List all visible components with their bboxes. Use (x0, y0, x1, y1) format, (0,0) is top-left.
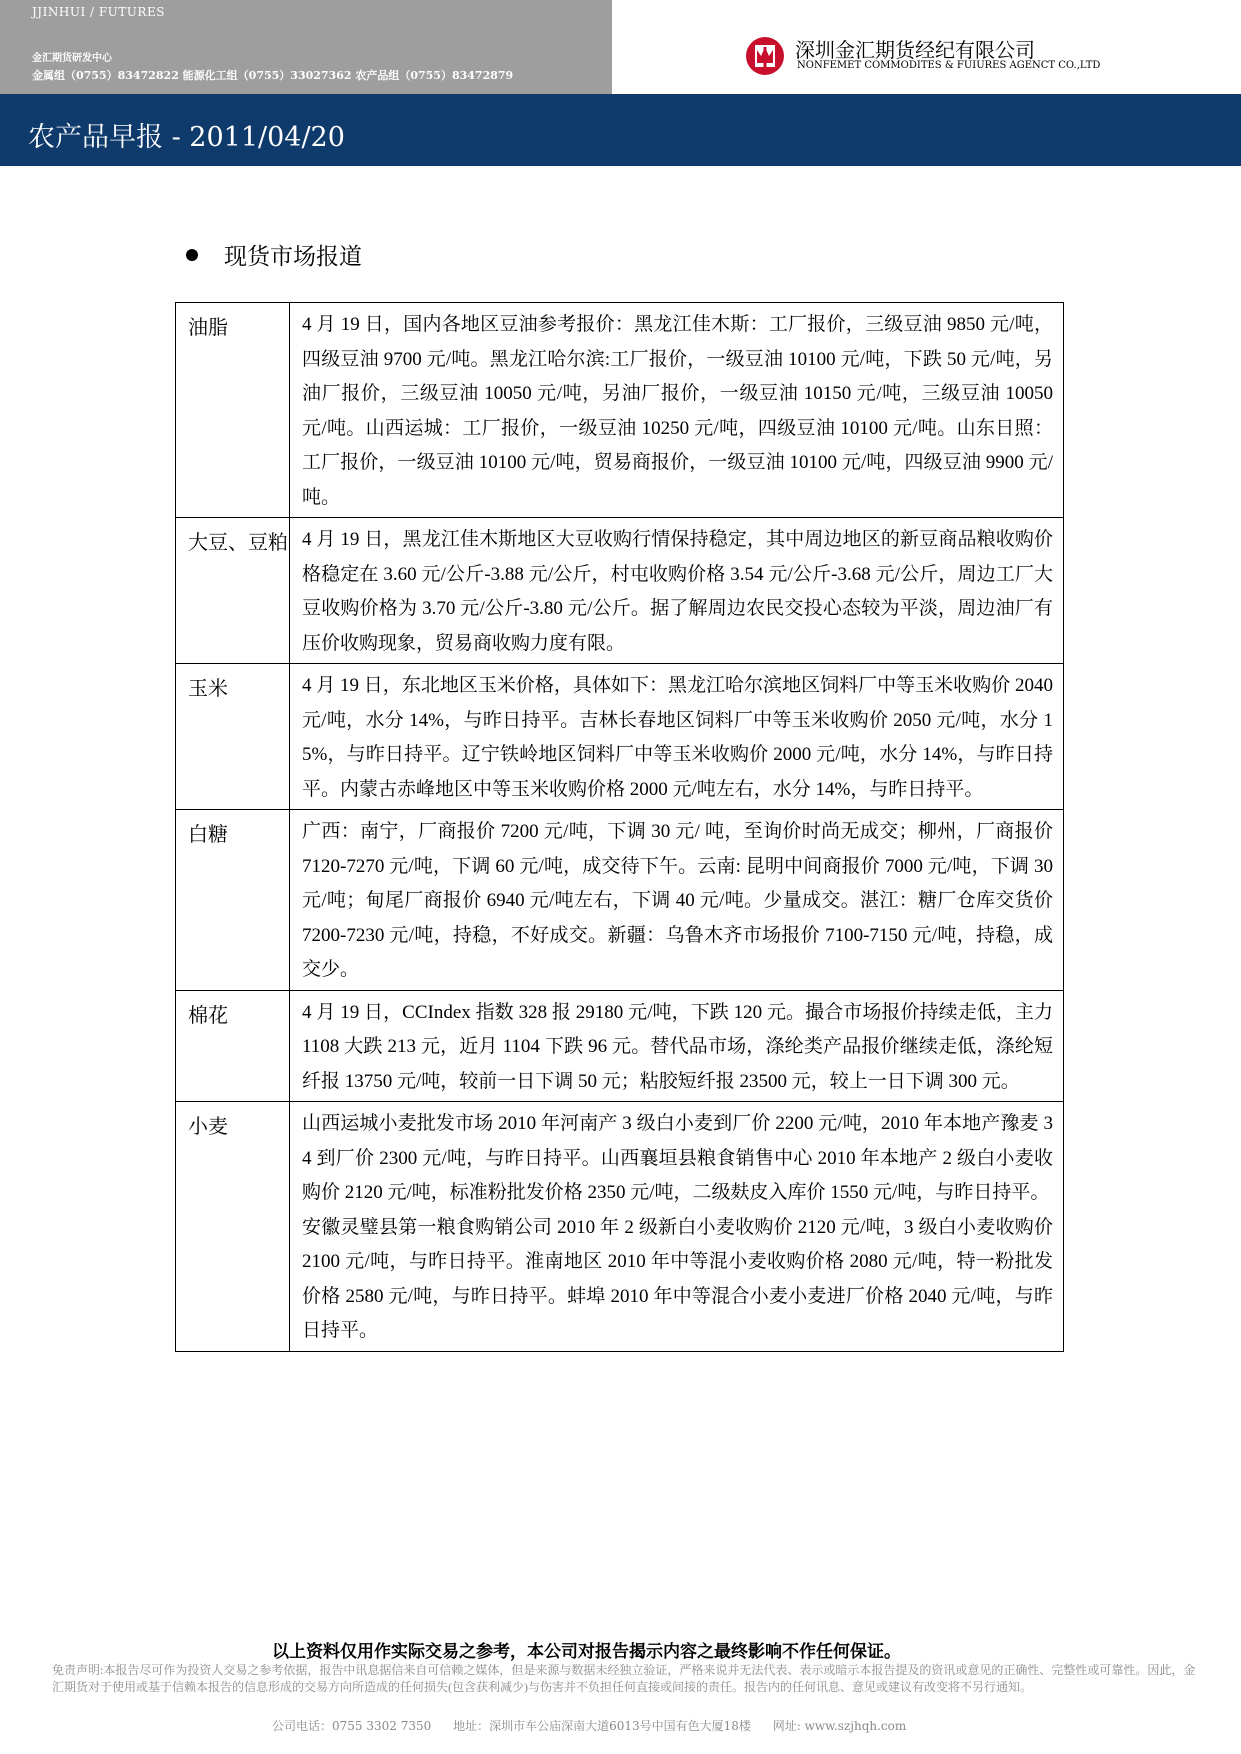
report-paragraph: 4 月 19 日，CCIndex 指数 328 报 29180 元/吨，下跌 120 元。撮合市场报价持续走低，主力 1108 大跌 213 元，近月 1104 下跌 96 元。替代品市场，涤纶类产品报价继续走低，涤纶短纤报 13750 元/吨，较前一日下调 50 元；粘胶短纤报 23500 元，较上一日下调 300 元。 (302, 1001, 1053, 1092)
company-logo-icon (745, 36, 785, 76)
category-cell: 白糖 (176, 810, 290, 991)
report-paragraph: 广西：南宁，厂商报价 7200 元/吨，下调 30 元/ 吨，至询价时尚无成交；柳州，厂商报价 7120-7270 元/吨，下调 60 元/吨，成交待下午。云南: 昆明中间商报价 7000 元/吨，下调 30 元/吨；甸尾厂商报价 6940 元/吨左右，下调 40 元/吨。少量成交。湛江：糖厂仓库交货价 7200-7230 元/吨，持稳，不好成交。新疆：乌鲁木齐市场报价 7100-7150 元/吨，持稳，成交少。 (302, 821, 1053, 980)
section-heading (186, 238, 362, 271)
footer-address: 地址：深圳市车公庙深南大道6013号中国有色大厦18楼 (453, 1719, 751, 1733)
brand-label: JJINHUI / FUTURES (32, 5, 165, 19)
report-cell (290, 518, 1064, 664)
title-bar (0, 94, 1241, 166)
report-cell (290, 1102, 1064, 1352)
footer-website[interactable]: 网址: www.szjhqh.com (772, 1719, 907, 1733)
table-row (176, 664, 1064, 810)
report-paragraph: 4 月 19 日，国内各地区豆油参考报价：黑龙江佳木斯：工厂报价，三级豆油 9850 元/吨，四级豆油 9700 元/吨。黑龙江哈尔滨:工厂报价，一级豆油 10100 元/吨，下跌 50 元/吨，另油厂报价，三级豆油 10050 元/吨，另油厂报价，一级豆油 10150 元/吨，三级豆油 10050 元/吨。山西运城：工厂报价，一级豆油 10250 元/吨，四级豆油 10100 元/吨。山东日照：工厂报价，一级豆油 10100 元/吨，贸易商报价，一级豆油 10100 元/吨，四级豆油 9900 元/吨。 (302, 314, 1053, 508)
table-row (176, 990, 1064, 1102)
disclaimer-text: 免责声明:本报告尽可作为投资人交易之参考依据，报告中讯息据信来自可信赖之媒体，但是来源与数据未经独立验证，严格来说并无法代表、表示或暗示本报告提及的资讯或意见的正确性、完整性或可靠性。因此，金汇期货对于使用或基于信赖本报告的信息形成的交易方向所造成的任何损失(包含获利减少)与伤害并不负担任何直接或间接的责任。报告内的任何讯息、意见或建议有改变将不另行通知。 (52, 1663, 1196, 1694)
report-paragraph: 4 月 19 日，黑龙江佳木斯地区大豆收购行情保持稳定，其中周边地区的新豆商品粮收购价格稳定在 3.60 元/公斤-3.88 元/公斤，村屯收购价格 3.54 元/公斤-3.68 元/公斤，周边工厂大豆收购价格为 3.70 元/公斤-3.80 元/公斤。据了解周边农民交投心态较为平淡，周边油厂有压价收购现象，贸易商收购力度有限。 (302, 529, 1053, 654)
disclaimer-headline: 以上资料仅用作实际交易之参考，本公司对报告揭示内容之最终影响不作任何保证。 (272, 1642, 901, 1662)
category-cell: 玉米 (176, 664, 290, 810)
table-row (176, 518, 1064, 664)
category-cell: 油脂 (176, 303, 290, 518)
report-cell (290, 990, 1064, 1102)
report-paragraph: 山西运城小麦批发市场 2010 年河南产 3 级白小麦到厂价 2200 元/吨，2010 年本地产豫麦 34 到厂价 2300 元/吨，与昨日持平。山西襄垣县粮食销售中心 2010 年本地产 2 级白小麦收购价 2120 元/吨，标准粉批发价格 2350 元/吨，二级麸皮入库价 1550 元/吨，与昨日持平。 (302, 1113, 1053, 1203)
header-gray-block (0, 0, 612, 94)
company-name-cn: 深圳金汇期货经纪有限公司 (795, 38, 1035, 62)
bullet-icon (186, 249, 198, 261)
spot-market-table (175, 302, 1064, 1352)
footer-phone: 公司电话：0755 3302 7350 (272, 1719, 432, 1733)
table-row (176, 810, 1064, 991)
category-cell: 棉花 (176, 990, 290, 1102)
report-title: 农产品早报 - 2011/04/20 (28, 122, 345, 153)
department-phones: 金属组（0755）83472822 能源化工组（0755）33027362 农产品组（0755）83472879 (32, 69, 514, 82)
table-row (176, 1102, 1064, 1352)
report-paragraph: 4 月 19 日，东北地区玉米价格，具体如下：黑龙江哈尔滨地区饲料厂中等玉米收购价 2040 元/吨，水分 14%，与昨日持平。吉林长春地区饲料厂中等玉米收购价 2050 元/吨，水分 15%，与昨日持平。辽宁铁岭地区饲料厂中等玉米收购价 2000 元/吨，水分 14%，与昨日持平。内蒙古赤峰地区中等玉米收购价格 2000 元/吨左右，水分 14%，与昨日持平。 (302, 675, 1053, 800)
category-cell: 大豆、豆粕 (176, 518, 290, 664)
section-title: 现货市场报道 (224, 244, 362, 270)
table-row (176, 303, 1064, 518)
company-name-en: NONFEMET COMMODITES & FUIURES AGENCT CO.,LTD (797, 60, 1101, 71)
report-cell (290, 810, 1064, 991)
report-cell (290, 303, 1064, 518)
research-center-label: 金汇期货研发中心 (32, 53, 112, 64)
report-cell (290, 664, 1064, 810)
category-cell: 小麦 (176, 1102, 290, 1352)
footer (272, 1717, 924, 1734)
report-paragraph: 安徽灵璧县第一粮食购销公司 2010 年 2 级新白小麦收购价 2120 元/吨，3 级白小麦收购价 2100 元/吨，与昨日持平。淮南地区 2010 年中等混小麦收购价格 2080 元/吨，特一粉批发价格 2580 元/吨，与昨日持平。蚌埠 2010 年中等混合小麦小麦进厂价格 2040 元/吨，与昨日持平。 (302, 1216, 1053, 1341)
